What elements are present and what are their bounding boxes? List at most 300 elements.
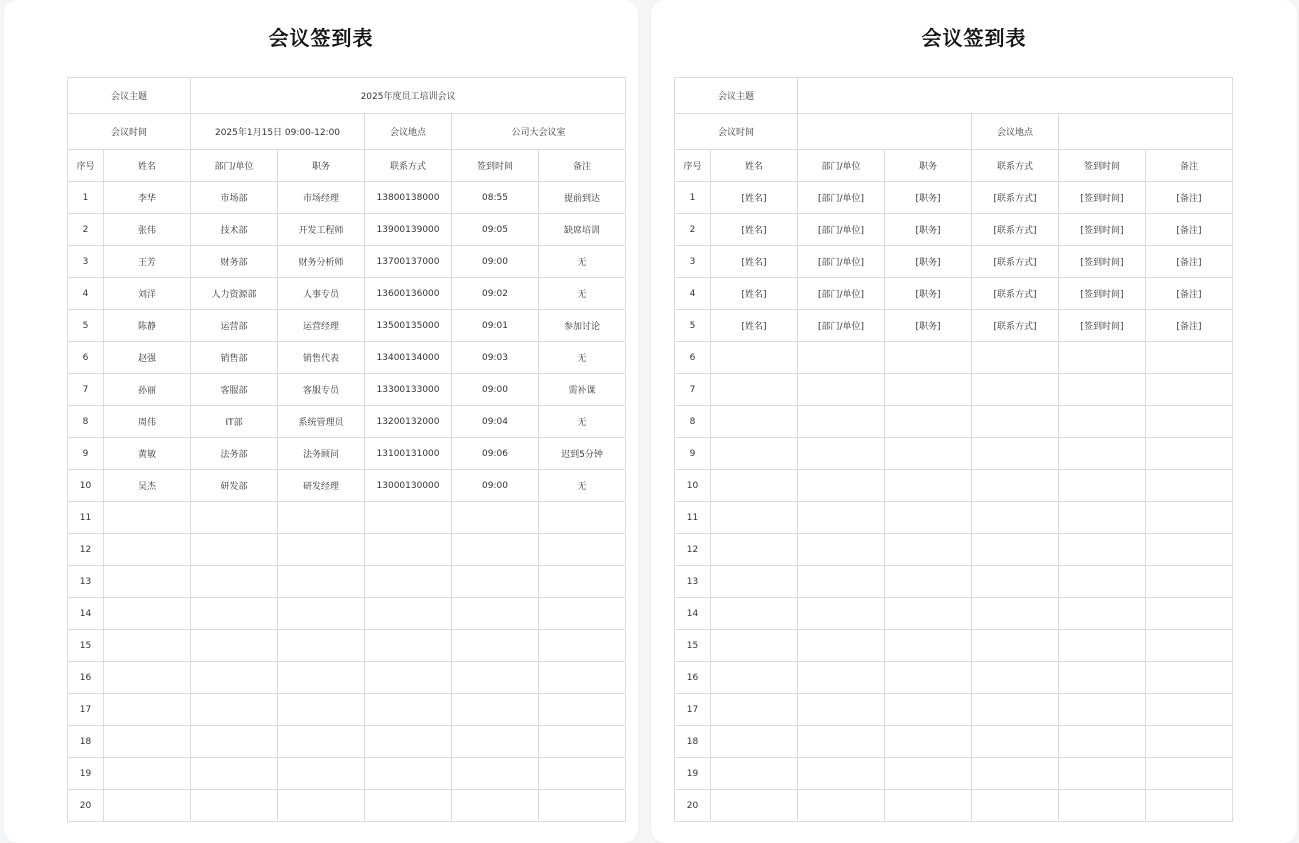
table-cell[interactable] [278,502,365,534]
table-cell[interactable]: 黄敏 [104,438,191,470]
table-cell[interactable] [885,342,972,374]
table-cell[interactable]: 市场部 [191,182,278,214]
table-cell[interactable]: 运营经理 [278,310,365,342]
table-cell[interactable] [711,438,798,470]
row-number-cell: 17 [68,694,104,726]
table-cell[interactable]: 09:00 [452,246,539,278]
table-cell[interactable] [365,502,452,534]
table-cell[interactable] [539,630,626,662]
table-row [68,470,626,502]
table-cell[interactable]: 无 [539,470,626,502]
table-row [68,598,626,630]
table-cell[interactable] [972,694,1059,726]
table-cell[interactable] [711,342,798,374]
table-cell[interactable] [191,758,278,790]
table-cell[interactable]: [备注] [1146,310,1233,342]
table-cell[interactable]: [联系方式] [972,214,1059,246]
table-cell[interactable]: [签到时间] [1059,278,1146,310]
table-cell[interactable]: 13200132000 [365,406,452,438]
row-number-cell: 19 [68,758,104,790]
table-cell[interactable] [798,438,885,470]
row-number-cell: 14 [675,598,711,630]
table-cell[interactable]: [签到时间] [1059,214,1146,246]
table-cell[interactable] [1146,502,1233,534]
table-cell[interactable] [1146,758,1233,790]
table-row [675,470,1233,502]
table-cell[interactable] [1059,342,1146,374]
table-cell[interactable] [885,694,972,726]
table-cell[interactable]: 13100131000 [365,438,452,470]
meeting-topic-label: 会议主题 [675,78,798,114]
table-cell[interactable] [1146,406,1233,438]
table-cell[interactable] [1059,470,1146,502]
table-cell[interactable] [1146,598,1233,630]
table-row [675,790,1233,822]
table-cell[interactable] [452,726,539,758]
table-cell[interactable] [972,502,1059,534]
table-cell[interactable]: 赵强 [104,342,191,374]
table-cell[interactable]: 09:04 [452,406,539,438]
row-number-cell: 4 [675,278,711,310]
table-cell[interactable]: [职务] [885,214,972,246]
table-cell[interactable] [1059,726,1146,758]
table-cell[interactable]: 09:01 [452,310,539,342]
table-cell[interactable]: 人力资源部 [191,278,278,310]
table-cell[interactable] [191,566,278,598]
table-row [68,790,626,822]
table-cell[interactable]: 客服部 [191,374,278,406]
table-cell[interactable] [365,662,452,694]
table-cell[interactable]: 吴杰 [104,470,191,502]
table-cell[interactable] [104,534,191,566]
table-cell[interactable] [104,726,191,758]
table-cell[interactable]: [签到时间] [1059,182,1146,214]
table-row [675,182,1233,214]
table-cell[interactable] [711,374,798,406]
table-row [675,374,1233,406]
table-cell[interactable] [1059,758,1146,790]
table-cell[interactable]: 人事专员 [278,278,365,310]
table-cell[interactable] [798,566,885,598]
table-cell[interactable] [278,534,365,566]
table-cell[interactable] [539,694,626,726]
table-cell[interactable] [539,662,626,694]
table-cell[interactable] [452,534,539,566]
table-cell[interactable] [278,598,365,630]
row-number-cell: 9 [675,438,711,470]
table-cell[interactable]: [姓名] [711,278,798,310]
table-row [68,214,626,246]
table-cell[interactable]: 无 [539,246,626,278]
table-cell[interactable]: 无 [539,342,626,374]
table-cell[interactable]: 李华 [104,182,191,214]
table-cell[interactable]: 无 [539,406,626,438]
table-cell[interactable] [1059,694,1146,726]
table-cell[interactable]: [备注] [1146,278,1233,310]
table-cell[interactable] [711,630,798,662]
table-cell[interactable] [452,790,539,822]
table-cell[interactable] [104,790,191,822]
table-cell[interactable]: [职务] [885,278,972,310]
table-cell[interactable] [539,534,626,566]
table-cell[interactable] [798,534,885,566]
table-cell[interactable] [1059,438,1146,470]
table-cell[interactable]: 迟到5分钟 [539,438,626,470]
table-cell[interactable] [972,790,1059,822]
table-cell[interactable]: 13800138000 [365,182,452,214]
table-cell[interactable] [104,502,191,534]
table-cell[interactable] [539,790,626,822]
column-header: 签到时间 [452,150,539,182]
table-cell[interactable]: 13700137000 [365,246,452,278]
table-cell[interactable] [711,790,798,822]
table-row [675,438,1233,470]
table-cell[interactable] [972,566,1059,598]
table-cell[interactable] [972,598,1059,630]
table-cell[interactable] [798,374,885,406]
table-cell[interactable]: IT部 [191,406,278,438]
table-cell[interactable]: 09:00 [452,374,539,406]
table-row [675,758,1233,790]
table-cell[interactable]: 需补课 [539,374,626,406]
table-cell[interactable]: 09:03 [452,342,539,374]
table-cell[interactable] [711,726,798,758]
table-cell[interactable]: 法务部 [191,438,278,470]
table-cell[interactable] [365,630,452,662]
table-cell[interactable] [104,758,191,790]
table-row [675,694,1233,726]
table-cell[interactable] [539,502,626,534]
table-cell[interactable] [191,534,278,566]
table-cell[interactable] [1146,438,1233,470]
table-cell[interactable] [1146,342,1233,374]
table-cell[interactable]: [联系方式] [972,182,1059,214]
table-cell[interactable] [191,726,278,758]
table-cell[interactable]: [部门/单位] [798,246,885,278]
table-cell[interactable]: 13000130000 [365,470,452,502]
table-row [675,310,1233,342]
row-number-cell: 2 [68,214,104,246]
table-cell[interactable]: 张伟 [104,214,191,246]
table-cell[interactable]: 提前到达 [539,182,626,214]
table-cell[interactable] [1146,726,1233,758]
table-cell[interactable] [104,598,191,630]
meeting-time-value[interactable]: 2025年1月15日 09:00-12:00 [191,114,365,150]
table-cell[interactable]: [部门/单位] [798,310,885,342]
table-cell[interactable]: [姓名] [711,214,798,246]
table-row [68,246,626,278]
table-cell[interactable]: [备注] [1146,246,1233,278]
table-cell[interactable]: [职务] [885,246,972,278]
table-row [675,342,1233,374]
table-cell[interactable] [1146,534,1233,566]
table-cell[interactable] [711,470,798,502]
row-number-cell: 16 [675,662,711,694]
table-cell[interactable]: [联系方式] [972,310,1059,342]
table-cell[interactable] [885,758,972,790]
table-cell[interactable] [1146,374,1233,406]
table-cell[interactable] [885,790,972,822]
table-cell[interactable] [452,630,539,662]
table-cell[interactable] [365,758,452,790]
table-cell[interactable] [365,790,452,822]
table-row [675,534,1233,566]
table-cell[interactable] [191,598,278,630]
table-cell[interactable] [798,662,885,694]
table-cell[interactable] [972,470,1059,502]
table-cell[interactable] [972,534,1059,566]
table-cell[interactable] [539,566,626,598]
meeting-place-label: 会议地点 [365,114,452,150]
meeting-place-value[interactable]: 公司大会议室 [452,114,626,150]
table-cell[interactable]: 刘洋 [104,278,191,310]
table-cell[interactable]: [姓名] [711,182,798,214]
table-cell[interactable]: [姓名] [711,310,798,342]
table-cell[interactable] [798,598,885,630]
table-cell[interactable] [1146,630,1233,662]
row-number-cell: 20 [675,790,711,822]
table-cell[interactable]: 缺席培训 [539,214,626,246]
table-cell[interactable]: 王芳 [104,246,191,278]
row-number-cell: 15 [675,630,711,662]
table-cell[interactable]: [姓名] [711,246,798,278]
table-cell[interactable] [798,470,885,502]
table-cell[interactable] [452,566,539,598]
table-cell[interactable]: 财务部 [191,246,278,278]
meeting-topic-row [675,78,1233,114]
table-cell[interactable] [972,630,1059,662]
table-cell[interactable] [365,598,452,630]
table-cell[interactable] [798,342,885,374]
table-cell[interactable] [972,342,1059,374]
table-cell[interactable] [191,790,278,822]
table-cell[interactable] [1146,694,1233,726]
table-cell[interactable] [885,438,972,470]
table-cell[interactable]: 销售部 [191,342,278,374]
table-cell[interactable]: 市场经理 [278,182,365,214]
row-number-cell: 1 [68,182,104,214]
table-cell[interactable]: 研发经理 [278,470,365,502]
table-cell[interactable] [1146,566,1233,598]
table-cell[interactable] [191,694,278,726]
table-cell[interactable] [1146,470,1233,502]
table-cell[interactable] [191,502,278,534]
table-cell[interactable] [972,726,1059,758]
table-cell[interactable] [711,694,798,726]
table-cell[interactable] [1059,598,1146,630]
table-cell[interactable] [1059,502,1146,534]
table-cell[interactable]: 参加讨论 [539,310,626,342]
table-cell[interactable] [539,726,626,758]
table-cell[interactable] [104,630,191,662]
meeting-topic-value[interactable] [798,78,1233,114]
column-header-row [68,150,626,182]
table-cell[interactable] [711,502,798,534]
table-cell[interactable] [278,662,365,694]
column-header-row [675,150,1233,182]
table-cell[interactable] [104,662,191,694]
table-cell[interactable] [278,694,365,726]
row-number-cell: 20 [68,790,104,822]
meeting-place-value[interactable] [1059,114,1233,150]
table-cell[interactable] [972,374,1059,406]
table-cell[interactable] [885,630,972,662]
table-cell[interactable]: 09:05 [452,214,539,246]
table-cell[interactable]: 开发工程师 [278,214,365,246]
column-header: 备注 [539,150,626,182]
column-header: 职务 [278,150,365,182]
table-cell[interactable] [1146,790,1233,822]
table-cell[interactable]: [职务] [885,182,972,214]
table-cell[interactable]: 周伟 [104,406,191,438]
table-row [68,630,626,662]
table-cell[interactable] [365,726,452,758]
table-cell[interactable] [798,630,885,662]
table-cell[interactable]: [部门/单位] [798,214,885,246]
table-row [68,406,626,438]
table-cell[interactable]: [签到时间] [1059,310,1146,342]
column-header: 姓名 [711,150,798,182]
table-cell[interactable] [711,662,798,694]
table-cell[interactable]: 13400134000 [365,342,452,374]
meeting-topic-value[interactable]: 2025年度员工培训会议 [191,78,626,114]
table-cell[interactable]: 研发部 [191,470,278,502]
table-cell[interactable]: 财务分析师 [278,246,365,278]
table-cell[interactable]: 09:06 [452,438,539,470]
table-cell[interactable] [798,790,885,822]
table-cell[interactable]: 08:55 [452,182,539,214]
table-cell[interactable] [798,694,885,726]
table-cell[interactable] [1059,662,1146,694]
table-cell[interactable] [539,598,626,630]
row-number-cell: 12 [68,534,104,566]
table-cell[interactable] [1059,566,1146,598]
table-cell[interactable] [365,534,452,566]
table-cell[interactable]: 09:02 [452,278,539,310]
table-cell[interactable] [278,758,365,790]
table-cell[interactable] [711,758,798,790]
table-cell[interactable] [885,662,972,694]
table-cell[interactable] [452,694,539,726]
table-cell[interactable] [1059,630,1146,662]
table-cell[interactable]: 09:00 [452,470,539,502]
table-cell[interactable] [104,566,191,598]
table-cell[interactable]: 13600136000 [365,278,452,310]
table-cell[interactable] [1059,406,1146,438]
row-number-cell: 3 [68,246,104,278]
table-cell[interactable]: 无 [539,278,626,310]
table-cell[interactable] [885,598,972,630]
table-cell[interactable] [1146,662,1233,694]
meeting-place-label: 会议地点 [972,114,1059,150]
table-cell[interactable]: 运营部 [191,310,278,342]
table-cell[interactable] [191,630,278,662]
column-header: 职务 [885,150,972,182]
table-cell[interactable] [278,726,365,758]
table-cell[interactable] [885,566,972,598]
table-cell[interactable] [798,406,885,438]
table-cell[interactable] [711,406,798,438]
row-number-cell: 9 [68,438,104,470]
table-cell[interactable] [972,758,1059,790]
table-cell[interactable] [885,534,972,566]
table-cell[interactable] [798,758,885,790]
table-cell[interactable] [972,406,1059,438]
table-row [675,214,1233,246]
column-header: 联系方式 [972,150,1059,182]
table-row [675,278,1233,310]
table-cell[interactable]: 技术部 [191,214,278,246]
table-cell[interactable] [278,566,365,598]
table-cell[interactable]: 销售代表 [278,342,365,374]
table-cell[interactable] [711,598,798,630]
table-cell[interactable]: [职务] [885,310,972,342]
table-cell[interactable] [104,694,191,726]
table-cell[interactable] [885,374,972,406]
table-cell[interactable] [972,662,1059,694]
meeting-topic-row [68,78,626,114]
table-cell[interactable] [972,438,1059,470]
meeting-time-value[interactable] [798,114,972,150]
table-cell[interactable] [191,662,278,694]
table-cell[interactable] [798,502,885,534]
table-cell[interactable]: [联系方式] [972,278,1059,310]
table-cell[interactable]: [备注] [1146,214,1233,246]
table-cell[interactable]: 系统管理员 [278,406,365,438]
table-cell[interactable]: 客服专员 [278,374,365,406]
table-cell[interactable]: [联系方式] [972,246,1059,278]
table-cell[interactable] [278,790,365,822]
table-cell[interactable]: 13300133000 [365,374,452,406]
table-cell[interactable] [885,470,972,502]
table-cell[interactable] [452,662,539,694]
table-cell[interactable] [711,534,798,566]
table-cell[interactable]: 法务顾问 [278,438,365,470]
table-cell[interactable] [1059,374,1146,406]
table-cell[interactable] [452,598,539,630]
column-header: 部门/单位 [798,150,885,182]
table-cell[interactable] [885,502,972,534]
row-number-cell: 15 [68,630,104,662]
row-number-cell: 16 [68,662,104,694]
table-cell[interactable] [711,566,798,598]
table-cell[interactable] [452,502,539,534]
sign-in-table-body [675,78,1233,822]
table-cell[interactable] [1059,790,1146,822]
table-cell[interactable] [365,694,452,726]
table-cell[interactable]: [部门/单位] [798,182,885,214]
table-cell[interactable]: 13900139000 [365,214,452,246]
table-cell[interactable]: [签到时间] [1059,246,1146,278]
table-cell[interactable] [365,566,452,598]
table-cell[interactable]: [备注] [1146,182,1233,214]
table-cell[interactable] [798,726,885,758]
table-row [68,534,626,566]
table-cell[interactable] [278,630,365,662]
row-number-cell: 7 [675,374,711,406]
table-cell[interactable]: 13500135000 [365,310,452,342]
table-cell[interactable]: [部门/单位] [798,278,885,310]
table-cell[interactable] [452,758,539,790]
table-cell[interactable] [885,726,972,758]
table-cell[interactable] [539,758,626,790]
row-number-cell: 11 [675,502,711,534]
table-cell[interactable] [885,406,972,438]
table-cell[interactable]: 孙丽 [104,374,191,406]
table-row [68,758,626,790]
table-cell[interactable]: 陈静 [104,310,191,342]
table-cell[interactable] [1059,534,1146,566]
